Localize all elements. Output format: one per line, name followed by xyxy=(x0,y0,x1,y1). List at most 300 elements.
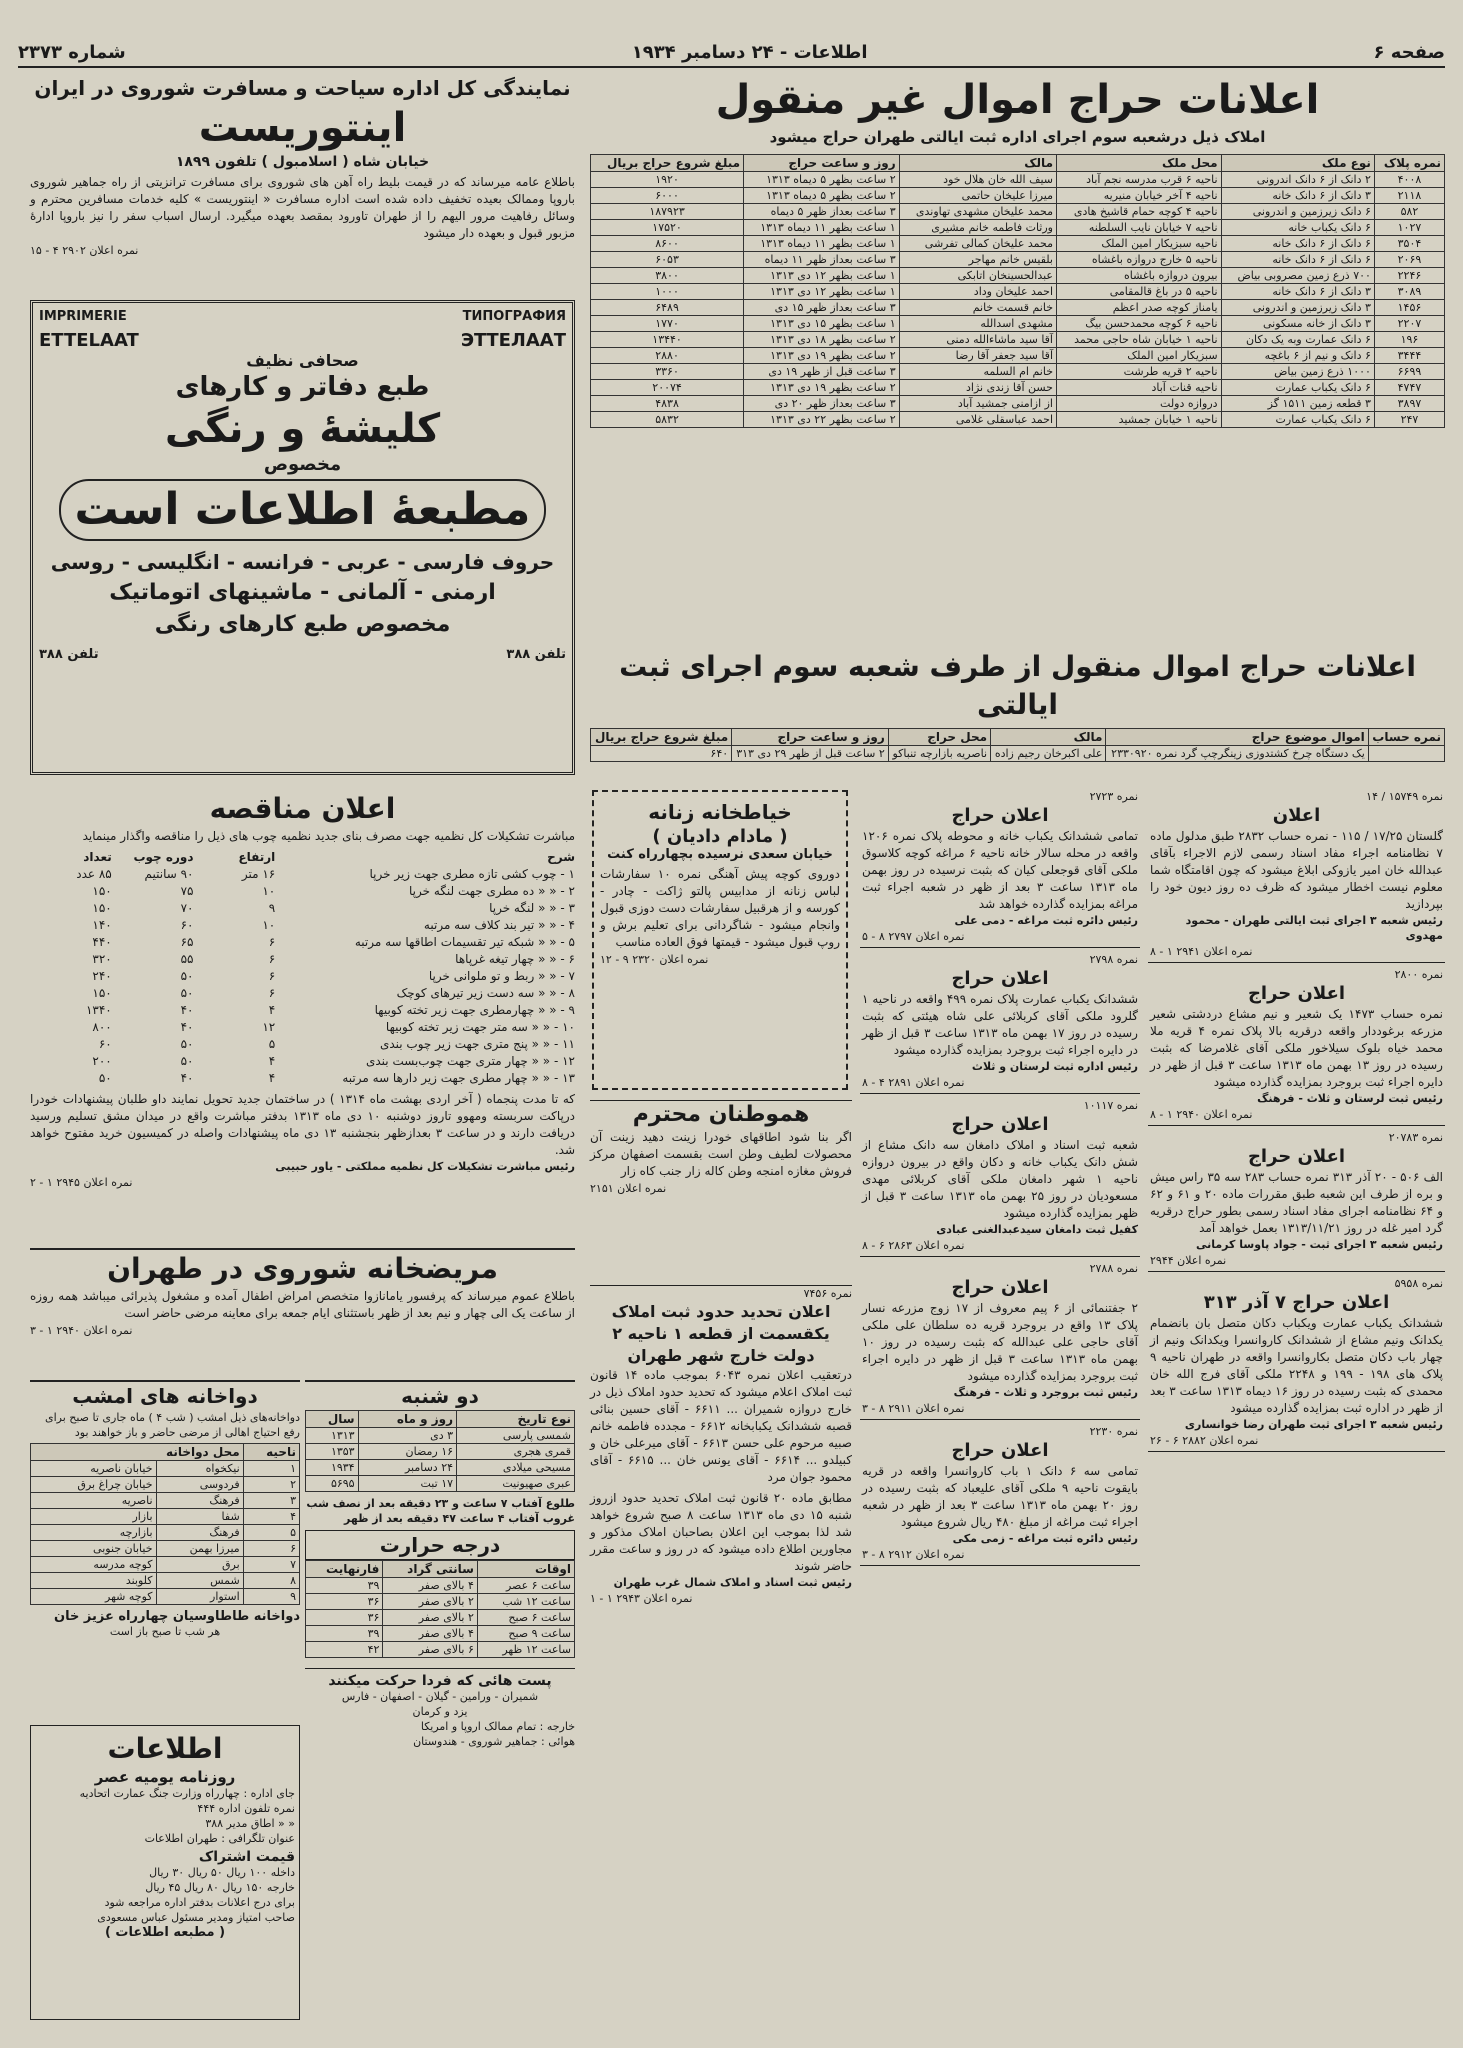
tender-cell: ۱۵۰ xyxy=(92,884,112,898)
temperature-col-header: فارنهایت xyxy=(306,1561,383,1578)
movable-cell: ۶۴۰ xyxy=(591,746,732,762)
immovable-row xyxy=(591,236,1445,252)
tender-item xyxy=(30,985,575,1002)
print-line5: حروف فارسی - عربی - فرانسه - انگلیسی - روسی xyxy=(50,550,555,574)
immovable-cell: ۲ ساعت بظهر ۱۹ دی ۱۳۱۳ xyxy=(744,380,900,396)
immovable-cell: ناحیه سبزیکار امین الملک xyxy=(1057,236,1222,252)
immovable-cell: ناحیه ۶ کوچه محمدحسن بیگ xyxy=(1057,316,1222,332)
today-weekday: دو شنبه xyxy=(401,1384,479,1408)
hospital-notice xyxy=(30,1248,575,1370)
mid-notice-title: اعلان حراج xyxy=(951,1114,1049,1135)
immovable-auction-section xyxy=(590,74,1445,640)
mid-notice-body: شعبه ثبت اسناد و املاک دامغان سه دانک مشاع از شش دانک یکباب خانه و دکان واقع در بیرون دروازه ناحیه ۱ شهر دامغان ملکی آقای کربلائی مهدی مسعودیان در روز ۲۵ بهمن ماه ۱۳۱۳ ساعت ۳ قبل از ظهر بمزایده گذارده میشود xyxy=(862,1138,1138,1220)
immovable-cell: احمد علیخان وداد xyxy=(899,284,1056,300)
movable-col-header: مبلغ شروع حراج بریال xyxy=(591,729,732,746)
mid-notice-body: ششدانک یکباب عمارت پلاک نمره ۴۹۹ واقعه در ناحیه ۱ گلرود ملکی آقای کربلائی علی شاه هیئتی که بثبت رسیده در روز ۱۷ بهمن ماه ۱۳۱۳ ساعت ۳ قبل از ظهر در دایره اجراء ثبت بروجرد بمزایده گذارده میشود xyxy=(862,992,1139,1057)
mid-notice-title: اعلان حراج xyxy=(951,1277,1049,1298)
tender-cell: ۱۲ xyxy=(262,1020,276,1034)
tender-cell: ۶۰ xyxy=(180,918,194,932)
immovable-cell: ۶۴۸۹ xyxy=(591,300,744,316)
calendar-row xyxy=(306,1460,575,1476)
tender-header-row xyxy=(30,849,575,866)
immovable-cell: ۳ دانک از ۶ دانک خانه xyxy=(1221,188,1374,204)
intourist-address: خیابان شاه ( اسلامبول ) تلفون ۱۸۹۹ xyxy=(175,154,430,170)
pharm-col-place: محل دواخانه xyxy=(31,1444,244,1461)
tender-cell: ۵ xyxy=(268,1037,276,1051)
pharmacies-title: دواخانه های امشب xyxy=(72,1384,258,1408)
immovable-row xyxy=(591,172,1445,188)
right-notice-num: نمره ۱۵۷۴۹ / ۱۴ xyxy=(1366,790,1443,803)
right-notice-ref: نمره اعلان ۲۹۴۱ ۱ - ۸ xyxy=(1150,945,1253,958)
immovable-row xyxy=(591,188,1445,204)
pharmacy-cell: استوار xyxy=(156,1589,243,1605)
mid-notice-sign: کفیل ثبت دامغان سیدعبدالغنی عبادی xyxy=(936,1223,1138,1236)
tender-body: که تا مدت پنجماه ( آخر اردی بهشت ماه ۱۳۱۴ ) در ساختمان جدید تحویل نمایند داو طلبان پیشنهادات خودرا درپاکت سربسته ومهوو تاروز دوشنبه ۱۰ دی ماه ۱۳۱۳ بدفتر مباشرت واقع در میدان مشق تسلیم ورسید دریافت دارند و در ساعت ۳ بعدازظهر بنجشنبه ۱۳ دی ماه پیشنهادات واصله در کمیسیون خرید مفتوح خواهد شد. xyxy=(30,1092,575,1157)
pharmacy-cell: نیکخواه xyxy=(156,1461,243,1477)
calendar-cell: ۱۳۱۳ xyxy=(306,1428,359,1444)
mid-notice-ref: نمره اعلان ۲۸۶۳ ۶ - ۸ xyxy=(862,1239,965,1252)
pharmacy-cell: ۶ xyxy=(243,1541,299,1557)
tender-cell: ۹ xyxy=(268,901,276,915)
issue-number: شماره ۲۳۷۳ xyxy=(18,41,126,63)
movable-col-header: نمره حساب xyxy=(1368,729,1444,746)
mid-notice xyxy=(860,1094,1140,1257)
boundary-ref: نمره اعلان ۲۹۴۳ ۱ - ۱ xyxy=(590,1592,693,1605)
immovable-cell: ۶۶۹۹ xyxy=(1374,364,1444,380)
masthead xyxy=(18,38,1445,68)
pharmacy-row xyxy=(31,1493,300,1509)
pharmacy-cell: میرزا بهمن xyxy=(156,1541,243,1557)
immovable-cell: ۲۰۰۷۴ xyxy=(591,380,744,396)
immovable-cell: بلقیس خانم مهاجر xyxy=(899,252,1056,268)
tender-cell: ۴۰ xyxy=(180,1003,194,1017)
tender-cell: ۶ xyxy=(268,969,276,983)
mid-notice-ref: نمره اعلان ۲۹۱۲ ۸ - ۳ xyxy=(862,1548,965,1561)
immovable-cell: ناحیه ۶ قرب مدرسه نجم آباد xyxy=(1057,172,1222,188)
tender-item xyxy=(30,917,575,934)
tender-item xyxy=(30,1019,575,1036)
tender-cell: ۱۴۰ xyxy=(92,918,112,932)
immovable-col-header: روز و ساعت حراج xyxy=(744,155,900,172)
tailor-body: دوروی کوچه پیش آهنگی نمره ۱۰ سفارشات لباس زنانه از مدابیس پالتو ژاکت - چادر - کورسه و از هرقبیل سفارشات دست دوزی قبول وانجام میشود - شاگردانی برای تعلیم برش و روپ قبول میشود - قیمتها فوق العاده مناسب xyxy=(600,867,840,949)
tender-cell: ۵۰ xyxy=(180,1037,194,1051)
tender-cell: ۴ xyxy=(268,1071,276,1085)
print-brand-ru: ЭТТЕЛААТ xyxy=(460,330,566,351)
immovable-cell: حسن آقا زندی نژاد xyxy=(899,380,1056,396)
immovable-row xyxy=(591,268,1445,284)
temperature-cell: ساعت ۹ صبح xyxy=(477,1626,574,1642)
boundary-body2: مطابق ماده ۲۰ قانون ثبت املاک تحدید حدود ازروز شنبه ۱۵ دی ماه ۱۳۱۳ ساعت ۸ صبح شروع خواهد شد لذا بموجب این اعلان بصاحبان املاک مذکور و مجاورین اطلاع داده میشود که در روز و ساعت مقرر حاضر شوند xyxy=(590,1491,852,1573)
immovable-cell: ۸۶۰۰ xyxy=(591,236,744,252)
tender-cell: ۷ - « « ربط و تو ملوانی خرپا xyxy=(428,969,575,983)
tender-cell: ۱۰ xyxy=(262,884,276,898)
today-section xyxy=(305,1380,575,2020)
immovable-cell: ناحیه ۱ خیابان شاه حاجی محمد xyxy=(1057,332,1222,348)
ettelaat-box xyxy=(30,1725,300,2020)
pharmacy-cell: شمس xyxy=(156,1573,243,1589)
tender-cell: ۴۴۰ xyxy=(92,935,112,949)
right-notice-num: نمره ۵۹۵۸ xyxy=(1394,1277,1443,1290)
tender-item xyxy=(30,900,575,917)
immovable-cell: ۳ ساعت قبل از ظهر ۱۹ دی xyxy=(744,364,900,380)
tender-item xyxy=(30,1070,575,1087)
mid-notice-ref: نمره اعلان ۲۹۱۱ ۸ - ۳ xyxy=(862,1402,965,1415)
sunset: غروب آفتاب ۴ ساعت ۴۷ دقیقه بعد از ظهر xyxy=(344,1512,575,1525)
immovable-cell: ۲۲۰۷ xyxy=(1374,316,1444,332)
tender-cell: ۲ - « « ده مطری جهت لنگه خرپا xyxy=(408,884,575,898)
immovable-auction-title: اعلانات حراج اموال غیر منقول xyxy=(715,77,1320,123)
post-air: هوائی : جماهیر شوروی - هندوستان xyxy=(413,1735,575,1748)
movable-auction-table xyxy=(590,728,1445,762)
ettelaat-phone: نمره تلفون اداره ۴۴۴ xyxy=(197,1802,295,1815)
paper-date: اطلاعات - ۲۴ دسامبر ۱۹۳۴ xyxy=(631,41,868,63)
immovable-cell: احمد عباسقلی غلامی xyxy=(899,412,1056,428)
print-phone-2: تلفن ۳۸۸ xyxy=(39,647,99,662)
immovable-cell: ۶ دانک یکباب خانه xyxy=(1221,220,1374,236)
mid-notice-sign: رئیس دائره ثبت مراغه - دمی علی xyxy=(954,914,1138,927)
movable-auction-title: اعلانات حراج اموال منقول از طرف شعبه سوم اجرای ثبت ایالتی xyxy=(619,650,1416,721)
tender-cell: ۱۱ - « « پنج متری جهت زیر چوب بندی xyxy=(379,1037,575,1051)
tender-cell: ۴ xyxy=(268,1054,276,1068)
immovable-cell: ۶ دانک از ۶ دانک خانه xyxy=(1221,236,1374,252)
pharmacy-cell: ۸ xyxy=(243,1573,299,1589)
pharmacy-cell: کوچه شهر xyxy=(31,1589,157,1605)
immovable-cell: ۳۰۸۹ xyxy=(1374,284,1444,300)
mid-notice-sign: رئیس اداره ثبت لرستان و ثلاث xyxy=(971,1060,1138,1073)
immovable-cell: ناحیه ۷ خیابان نایب السلطنه xyxy=(1057,220,1222,236)
pharmacy-row xyxy=(31,1477,300,1493)
right-notice-body: گلستان ۱۷/۲۵ / ۱۱۵ - نمره حساب ۲۸۳۲ طبق مدلول ماده ۷ نظامنامه اجراء مفاد اسناد رسمی لازم الاجراء بآقای عبدالله خان امیر یازوکی ابلاغ میشود که چون اقامتگاه شما معلوم نیست اخطار میشود که ظرف ده روز دیون خود را بپردازید xyxy=(1150,829,1444,911)
right-notice xyxy=(1148,1272,1445,1452)
tender-sign: رئیس مباشرت تشکیلات کل نظمیه مملکتی - یاور حبیبی xyxy=(275,1160,575,1173)
calendar-cell: ۵۶۹۵ xyxy=(306,1476,359,1492)
tender-item xyxy=(30,968,575,985)
print-line4: مطبعهٔ اطلاعات است xyxy=(59,479,546,541)
tender-cell: ۱۳۴۰ xyxy=(85,1003,112,1017)
immovable-cell: ۲۸۸۰ xyxy=(591,348,744,364)
pharmacy-cell: برق xyxy=(156,1557,243,1573)
print-brand-fr: ETTELAAT xyxy=(39,330,139,351)
movable-col-header: روز و ساعت حراج xyxy=(732,729,889,746)
immovable-cell: ۱۹۶ xyxy=(1374,332,1444,348)
immovable-cell: ۲ ساعت بظهر ۵ دیماه ۱۳۱۳ xyxy=(744,172,900,188)
tender-item xyxy=(30,883,575,900)
pharm-col-area: ناحیه xyxy=(243,1444,299,1461)
intourist-heading: نمایندگی کل اداره سیاحت و مسافرت شوروی در ایران xyxy=(34,76,571,100)
immovable-cell: سیف الله خان هلال خود xyxy=(899,172,1056,188)
pharmacy-row xyxy=(31,1525,300,1541)
immovable-cell: ۶ دانک از ۶ دانک خانه xyxy=(1221,252,1374,268)
immovable-col-header: نوع ملک xyxy=(1221,155,1374,172)
tender-item xyxy=(30,951,575,968)
immovable-col-header: مبلغ شروع حراج بریال xyxy=(591,155,744,172)
immovable-cell: ۱ ساعت بظهر ۱۲ دی ۱۳۱۳ xyxy=(744,284,900,300)
tender-cell: ۶۵ xyxy=(180,935,194,949)
tender-item xyxy=(30,1002,575,1019)
immovable-row xyxy=(591,300,1445,316)
immovable-row xyxy=(591,220,1445,236)
right-notice-title: اعلان حراج xyxy=(1247,983,1346,1004)
ettelaat-note: برای درج اعلانات بدفتر اداره مراجعه شود xyxy=(104,1896,295,1909)
immovable-cell: میرزا علیخان حاتمی xyxy=(899,188,1056,204)
tender-cell: ۶ xyxy=(268,952,276,966)
mid-notice-num: نمره ۲۲۳۰ xyxy=(1089,1425,1138,1438)
calendar-col-header: روز و ماه xyxy=(358,1411,456,1428)
mid-notice-title: اعلان حراج xyxy=(951,968,1049,989)
temperature-cell: ساعت ۱۲ ظهر xyxy=(477,1642,574,1658)
print-line3: مخصوص xyxy=(263,454,342,475)
tender-cell: ۲۴۰ xyxy=(92,969,112,983)
temperature-cell: ساعت ۶ عصر xyxy=(477,1578,574,1594)
immovable-cell: ۲۰۶۹ xyxy=(1374,252,1444,268)
pharmacies-intro: دواخانه‌های ذیل امشب ( شب ۴ ) ماه جاری تا صبح برای رفع احتیاج اهالی از مرضی حاضر و باز خواهند بود xyxy=(44,1411,300,1439)
right-notice-ref: نمره اعلان ۲۸۸۲ ۶ - ۲۶ xyxy=(1150,1434,1259,1447)
right-notice-sign: رئیس ثبت لرستان و ثلاث - فرهنگ xyxy=(1257,1092,1443,1105)
immovable-cell: ۱۸۷۹۲۳ xyxy=(591,204,744,220)
calendar-cell: مسیحی میلادی xyxy=(457,1460,575,1476)
tender-cell: ۸ - « « سه دست زیر تیرهای کوچک xyxy=(396,986,575,1000)
immovable-cell: ۱ ساعت بظهر ۱۱ دیماه ۱۳۱۳ xyxy=(744,236,900,252)
pharmacy-cell: ۵ xyxy=(243,1525,299,1541)
right-notice xyxy=(1148,963,1445,1126)
movable-cell: ناصریه بازارچه تنباکو xyxy=(888,746,990,762)
tender-cell: ۵۰ xyxy=(180,969,194,983)
calendar-cell: ۲۴ دسامبر xyxy=(358,1460,456,1476)
immovable-cell: ۲۱۱۸ xyxy=(1374,188,1444,204)
tender-header: تعداد xyxy=(83,850,112,864)
movable-col-header: اموال موضوع حراج xyxy=(1106,729,1368,746)
right-notice-title: اعلان xyxy=(1272,805,1321,826)
pharmacy-cell: فرهنگ xyxy=(156,1493,243,1509)
immovable-cell: ۵۸۲ xyxy=(1374,204,1444,220)
post-line2: یزد و کرمان xyxy=(412,1705,468,1718)
immovable-cell: ۳ دانک زیرزمین و اندرونی xyxy=(1221,300,1374,316)
tender-cell: ۲۰۰ xyxy=(92,1054,112,1068)
immovable-cell: ناحیه ۴ آخر خیابان منیریه xyxy=(1057,188,1222,204)
calendar-cell: ۱۳۵۳ xyxy=(306,1444,359,1460)
pharmacies-section xyxy=(30,1380,300,1720)
tender-cell: ۴ xyxy=(268,1003,276,1017)
immovable-cell: ۶۰۰۰ xyxy=(591,188,744,204)
immovable-cell: ۳ ساعت بعداز ظهر ۱۵ دی xyxy=(744,300,900,316)
immovable-cell: ۲ ساعت بظهر ۱۸ دی ۱۳۱۳ xyxy=(744,332,900,348)
temperature-cell: ۳۶ xyxy=(306,1594,383,1610)
pharmacy-cell: ۹ xyxy=(243,1589,299,1605)
immovable-cell: خانم ام السلمه xyxy=(899,364,1056,380)
temperature-cell: ۶ بالای صفر xyxy=(383,1642,477,1658)
immovable-cell: ۶ دانک زیرزمین و اندرونی xyxy=(1221,204,1374,220)
tender-cell: ۵۰ xyxy=(180,986,194,1000)
immovable-cell: ۱۴۵۶ xyxy=(1374,300,1444,316)
tender-cell: ۱۰ xyxy=(262,918,276,932)
calendar-cell: ۱۹۳۴ xyxy=(306,1460,359,1476)
immovable-auction-table xyxy=(590,154,1445,428)
calendar-cell: ۱۶ رمضان xyxy=(358,1444,456,1460)
immovable-cell: بیرون دروازه باغشاه xyxy=(1057,268,1222,284)
immovable-cell: ۴۰۰۸ xyxy=(1374,172,1444,188)
tender-cell: ۱۵۰ xyxy=(92,986,112,1000)
immovable-cell: ۲ ساعت بظهر ۲۲ دی ۱۳۱۳ xyxy=(744,412,900,428)
intourist-ad xyxy=(30,74,575,292)
immovable-col-header: نمره پلاک xyxy=(1374,155,1444,172)
immovable-cell: ۷۰۰ ذرع زمین مصروبی بیاض xyxy=(1221,268,1374,284)
boundary-num: نمره ۷۴۵۶ xyxy=(803,1287,852,1300)
boundary-notice xyxy=(590,1285,852,2020)
page-number: صفحه ۶ xyxy=(1373,41,1445,63)
immovable-cell: ناحیه قنات آباد xyxy=(1057,380,1222,396)
compatriots-title: هموطنان محترم xyxy=(632,1102,810,1127)
ettelaat-subs-title: قیمت اشتراک xyxy=(198,1849,295,1865)
immovable-cell: ۲ ساعت بظهر ۵ دیماه ۱۳۱۳ xyxy=(744,188,900,204)
temperature-cell: ۴ بالای صفر xyxy=(383,1578,477,1594)
immovable-cell: آقا سید جعفر آقا رضا xyxy=(899,348,1056,364)
pharmacy-cell: ۴ xyxy=(243,1509,299,1525)
movable-col-header: محل حراج xyxy=(888,729,990,746)
calendar-table xyxy=(305,1410,575,1492)
boundary-sign: رئیس ثبت اسناد و املاک شمال غرب طهران xyxy=(613,1576,852,1589)
immovable-cell: ۱ ساعت بظهر ۱۱ دیماه ۱۳۱۳ xyxy=(744,220,900,236)
tender-cell: ۶۰ xyxy=(98,1037,112,1051)
temperature-row xyxy=(306,1610,575,1626)
calendar-col-header: نوع تاریخ xyxy=(457,1411,575,1428)
ettelaat-address: جای اداره : چهارراه وزارت جنگ عمارت اتحادیه xyxy=(79,1787,295,1800)
immovable-cell: ۳ ساعت بعداز ظهر ۱۱ دیماه xyxy=(744,252,900,268)
immovable-cell: ۳ ساعت بعداز ظهر ۲۰ دی xyxy=(744,396,900,412)
tender-cell: ۵۰ xyxy=(98,1071,112,1085)
pharmacy-row xyxy=(31,1557,300,1573)
mid-notice xyxy=(860,1420,1140,1566)
right-notice-title: اعلان حراج ۷ آذر ۳۱۳ xyxy=(1203,1292,1390,1313)
pharmacy-cell: ۳ xyxy=(243,1493,299,1509)
tender-notice xyxy=(30,790,575,1240)
right-notice-sign: رئیس شعبه ۳ اجرای ثبت - جواد پاوسا کرمانی xyxy=(1195,1238,1443,1251)
right-notice-body: ششدانک یکباب عمارت ویکباب دکان متصل بان بانضمام یکدانک ونیم مشاع از ششدانک کاروانسرا ویکدانک ونیم از چهار باب دکان متصل بکاروانسرا واقعه در طهران ناحیه ۹ پلاک های ۱۹۸ - ۱۹۹ و ۲۲۴۸ ملکی آقای فرج الله خان محمدی که بثبت رسیده در روز ۱۶ دیماه ۱۳۱۳ ساعت ۳ بعد از ظهر در اداره ثبت بمزایده گذارده میشود xyxy=(1150,1316,1443,1415)
ettelaat-press: ( مطبعه اطلاعات ) xyxy=(104,1925,226,1940)
tailor-ad xyxy=(592,790,848,1090)
right-notice-body: نمره حساب ۱۴۷۳ یک شعیر و نیم مشاع دردشتی شعیر مزرعه برغوددار واقعه درقریه بالا پلاک نمره ۴ قریه ملا محمد خیاه بلوک سیلاخور ملکی آقای غلامرضا که بثبت رسیده در روز ۱۳ بهمن ماه ۱۳۱۳ ساعت ۳ قبل از ظهر در دایره اجراء ثبت بروجرد بمزایده گذارده میشود xyxy=(1150,1007,1443,1089)
immovable-cell: از ازامنی جمشید آباد xyxy=(899,396,1056,412)
tender-intro: مباشرت تشکیلات کل نظمیه جهت مصرف بنای جدید نظمیه چوب های ذیل را مناقصه واگذار مینماید xyxy=(82,829,575,843)
tender-cell: ۵۰ xyxy=(180,1054,194,1068)
print-shop-ad xyxy=(30,300,575,775)
tender-cell: ۱۵۰ xyxy=(92,901,112,915)
immovable-cell: ۱۳۴۴۰ xyxy=(591,332,744,348)
pharmacy-cell: فردوسی xyxy=(156,1477,243,1493)
temperature-cell: ۴۲ xyxy=(306,1642,383,1658)
tender-cell: ۳۲۰ xyxy=(92,952,112,966)
tender-cell: ۶ - « « چهار تیغه غرپاها xyxy=(455,952,575,966)
immovable-cell: ناحیه ۴ کوچه حمام قاشیخ هادی xyxy=(1057,204,1222,220)
print-owner: صحافی نظیف xyxy=(246,351,359,370)
ettelaat-subs1: داخله ۱۰۰ ریال ۵۰ ریال ۳۰ ریال xyxy=(149,1866,295,1879)
tailor-address: خیابان سعدی نرسیده بچهارراه کنت xyxy=(607,847,833,862)
calendar-cell: ۱۷ تبت xyxy=(358,1476,456,1492)
immovable-cell: دروازه دولت xyxy=(1057,396,1222,412)
pharmacy-cell: فرهنگ xyxy=(156,1525,243,1541)
right-notices-column xyxy=(1148,785,1445,2020)
immovable-cell: ۲ ساعت بظهر ۱۹ دی ۱۳۱۳ xyxy=(744,348,900,364)
pharmacy-cell: بازار xyxy=(31,1509,157,1525)
immovable-row xyxy=(591,204,1445,220)
tender-cell: ۸۵ عدد xyxy=(76,867,112,881)
tender-cell: ۴ - « « تیر بند کلاف سه مرتبه xyxy=(423,918,575,932)
pharmacy-row xyxy=(31,1589,300,1605)
right-notice-sign: رئیس شعبه ۳ اجرای ثبت ایالتی طهران - محمود مهدوی xyxy=(1185,914,1443,942)
pharmacy-row xyxy=(31,1509,300,1525)
right-notice-sign: رئیس شعبه ۳ اجرای ثبت طهران رضا خوانساری xyxy=(1184,1418,1443,1431)
right-notice xyxy=(1148,1126,1445,1272)
intourist-ref: نمره اعلان ۲۹۰۲ ۴ - ۱۵ xyxy=(30,244,139,257)
immovable-cell: ۳۴۴۴ xyxy=(1374,348,1444,364)
tender-item xyxy=(30,1053,575,1070)
post-box xyxy=(305,1668,575,1749)
calendar-row xyxy=(306,1476,575,1492)
immovable-cell: ۶ دانک یکباب عمارت xyxy=(1221,412,1374,428)
temperature-row xyxy=(306,1578,575,1594)
immovable-cell: ناحیه ۵ خارج دروازه باغشاه xyxy=(1057,252,1222,268)
tailor-ref: نمره اعلان ۲۳۲۰ ۹ - ۱۲ xyxy=(600,953,709,966)
compatriots-ad xyxy=(590,1100,852,1280)
pharmacy-cell: ناصریه xyxy=(31,1493,157,1509)
tender-title: اعلان مناقصه xyxy=(209,792,396,825)
immovable-cell: ۳۸۰۰ xyxy=(591,268,744,284)
post-title: پست هائی که فردا حرکت میکنند xyxy=(328,1673,552,1689)
tender-cell: ۹ - « « چهارمطری جهت زیر تخته کوبیها xyxy=(374,1003,575,1017)
immovable-cell: ۱ ساعت بظهر ۱۲ دی ۱۳۱۳ xyxy=(744,268,900,284)
immovable-cell: محمد علیخان مشهدی تهاوندی xyxy=(899,204,1056,220)
ettelaat-title: اطلاعات xyxy=(107,1732,223,1765)
immovable-cell: ۳ قطعه زمین ۱۵۱۱ گز xyxy=(1221,396,1374,412)
ettelaat-owner: صاحب امتیاز ومدیر مسئول عباس مسعودی xyxy=(97,1911,295,1924)
print-line6: ارمنی - آلمانی - ماشینهای اتوماتیک xyxy=(109,580,496,605)
tender-item xyxy=(30,934,575,951)
hospital-body: باطلاع عموم میرساند که پرفسور یامانازوا متخصص امراض اطفال آمده و مشغول پذیرائی میباشد همه روزه از ساعت یک الی چهار و نیم بعد از ظهر باستثنای ایام جمعه برای معاینه مرضی حاضر است xyxy=(30,1289,575,1320)
mid-notice-ref: نمره اعلان ۲۷۹۷ ۸ - ۵ xyxy=(862,930,965,943)
immovable-cell: ناحیه ۱ خیابان جمشید xyxy=(1057,412,1222,428)
calendar-row xyxy=(306,1444,575,1460)
calendar-cell: قمری هجری xyxy=(457,1444,575,1460)
right-notice-ref: نمره اعلان ۲۹۴۴ xyxy=(1150,1254,1227,1267)
tailor-name: ( مادام دادیان ) xyxy=(652,826,788,847)
tender-cell: ۷۵ xyxy=(180,884,194,898)
immovable-row xyxy=(591,252,1445,268)
intourist-title: اینتوریست xyxy=(198,105,407,151)
temperature-cell: ۴ بالای صفر xyxy=(383,1626,477,1642)
tender-cell: ۶ xyxy=(268,935,276,949)
immovable-cell: یامناز کوچه صدر اعظم xyxy=(1057,300,1222,316)
immovable-cell: ۶۰۵۳ xyxy=(591,252,744,268)
tender-cell: ۳ - « « لنگه خرپا xyxy=(489,901,575,915)
boundary-title: اعلان تحدید حدود ثبت املاک یکقسمت از قطعه ۱ ناحیه ۲ دولت خارج شهر طهران xyxy=(611,1302,831,1365)
pharmacy-cell: بازارچه xyxy=(31,1525,157,1541)
immovable-row xyxy=(591,316,1445,332)
immovable-cell: خانم قسمت خانم xyxy=(899,300,1056,316)
pharmacy-row xyxy=(31,1541,300,1557)
tender-cell: ۵۵ xyxy=(180,952,194,966)
temperature-cell: ۳۹ xyxy=(306,1578,383,1594)
tender-cell: ۸۰۰ xyxy=(92,1020,112,1034)
temperature-table xyxy=(305,1560,575,1658)
immovable-cell: ۳ دانک از ۶ دانک خانه xyxy=(1221,284,1374,300)
pharmacy-cell: شفا xyxy=(156,1509,243,1525)
immovable-row xyxy=(591,412,1445,428)
immovable-cell: ۴۸۳۸ xyxy=(591,396,744,412)
mid-notice-num: نمره ۲۷۸۸ xyxy=(1089,1262,1138,1275)
ettelaat-phone2: « « اطاق مدیر ۳۸۸ xyxy=(205,1817,295,1830)
tailor-title: خیاطخانه زنانه xyxy=(648,800,792,824)
tender-header: شرح xyxy=(547,850,575,864)
mid-notice xyxy=(860,785,1140,948)
